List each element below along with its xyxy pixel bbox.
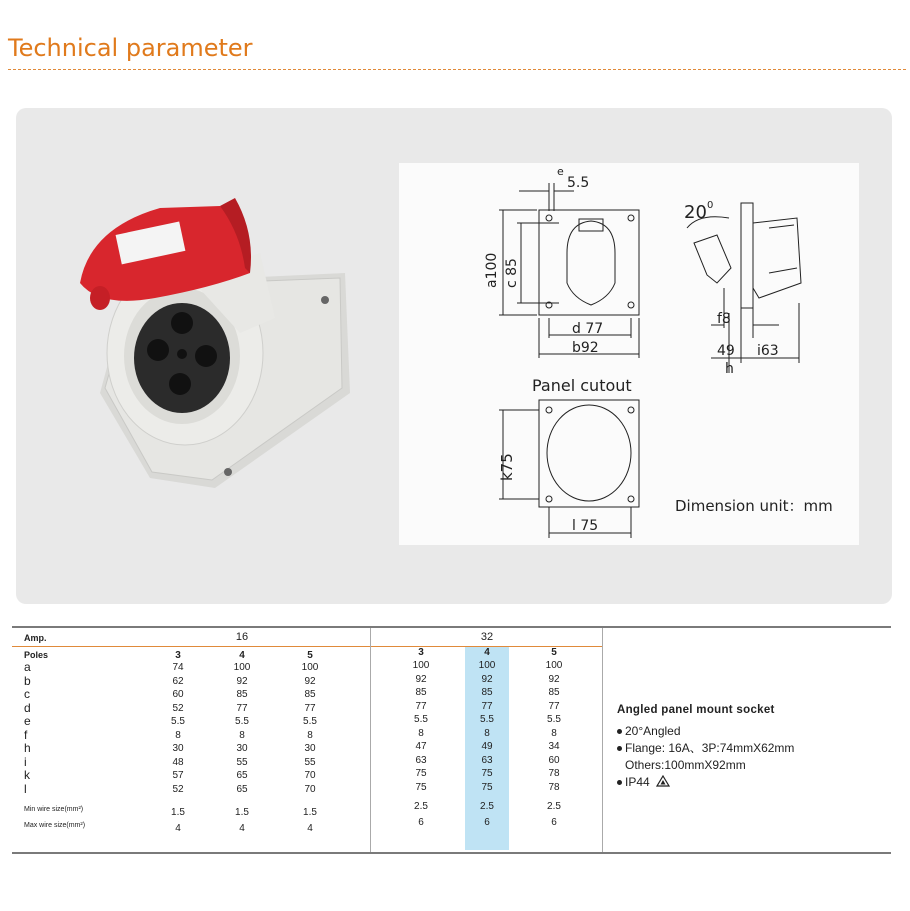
wire-row-label: Max wire size(mm²) bbox=[24, 822, 86, 829]
table-cell: 49 bbox=[481, 741, 493, 752]
table-cell: 5.5 bbox=[480, 714, 494, 725]
table-cell: 57 bbox=[172, 770, 184, 781]
table-cell: 6 bbox=[484, 817, 490, 828]
table-cell: 85 bbox=[236, 689, 248, 700]
feature-ip44: IP44 bbox=[625, 775, 650, 789]
table-cell: 100 bbox=[301, 662, 319, 673]
table-cell: 6 bbox=[551, 817, 557, 828]
pole-header: 5 bbox=[307, 650, 313, 661]
dim-a-label: a100 bbox=[484, 252, 500, 288]
dimension-unit-note: Dimension unit：mm bbox=[675, 497, 833, 515]
row-label: i bbox=[24, 754, 27, 769]
table-cell: 5.5 bbox=[547, 714, 561, 725]
table-cell: 62 bbox=[172, 675, 184, 687]
table-cell: 8 bbox=[175, 729, 181, 741]
table-cell: 2.5 bbox=[480, 801, 494, 812]
table-cell: 77 bbox=[236, 702, 248, 714]
table-cell: 92 bbox=[236, 675, 248, 687]
table-cell: 63 bbox=[415, 754, 427, 766]
table-cell: 1.5 bbox=[171, 807, 185, 818]
table-cell: 5.5 bbox=[414, 714, 428, 725]
dim-angle-label: 20 bbox=[684, 202, 707, 223]
table-cell: 8 bbox=[551, 727, 557, 739]
row-label: b bbox=[24, 673, 31, 688]
table-cell: 92 bbox=[304, 675, 316, 687]
wire-row-label: Min wire size(mm²) bbox=[24, 806, 84, 813]
table-cell: 92 bbox=[548, 673, 560, 685]
table-cell: 30 bbox=[304, 743, 316, 754]
table-cell: 74 bbox=[172, 662, 184, 673]
table-cell: 5.5 bbox=[303, 716, 317, 727]
pole-header: 4 bbox=[484, 647, 490, 658]
table-cell: 4 bbox=[239, 823, 245, 834]
amp-32: 32 bbox=[480, 631, 494, 643]
table-cell: 6 bbox=[418, 817, 424, 828]
table-cell: 100 bbox=[478, 660, 496, 671]
table-cell: 8 bbox=[484, 727, 490, 739]
table-cell: 55 bbox=[304, 756, 316, 768]
table-cell: 60 bbox=[172, 689, 184, 700]
table-cell: 4 bbox=[175, 823, 181, 834]
table-cell: 8 bbox=[307, 729, 313, 741]
table-cell: 5.5 bbox=[171, 716, 185, 727]
table-cell: 85 bbox=[481, 687, 493, 698]
feature-angle: 20°Angled bbox=[625, 724, 681, 738]
table-cell: 63 bbox=[481, 754, 493, 766]
table-cell: 2.5 bbox=[414, 801, 428, 812]
title-divider bbox=[8, 69, 906, 70]
table-cell: 85 bbox=[304, 689, 316, 700]
table-cell: 5.5 bbox=[235, 716, 249, 727]
table-cell: 77 bbox=[481, 700, 493, 712]
table-cell: 77 bbox=[415, 700, 427, 712]
dim-i-label: i63 bbox=[757, 343, 779, 359]
panel-cutout-label: Panel cutout bbox=[532, 376, 632, 395]
table-cell: 60 bbox=[548, 754, 560, 766]
table-cell: 65 bbox=[236, 770, 248, 781]
row-label: l bbox=[24, 781, 27, 796]
table-cell: 70 bbox=[304, 783, 316, 795]
table-cell: 52 bbox=[172, 783, 184, 795]
table-cell: 30 bbox=[172, 743, 184, 754]
amp-label: Amp. bbox=[24, 633, 47, 643]
table-cell: 100 bbox=[545, 660, 563, 671]
row-label: e bbox=[24, 714, 31, 728]
pole-header: 3 bbox=[175, 650, 181, 661]
table-cell: 52 bbox=[172, 702, 184, 714]
pole-header: 4 bbox=[239, 650, 245, 661]
table-cell: 75 bbox=[481, 768, 493, 779]
dim-h-label: h bbox=[725, 361, 734, 377]
page-title: Technical parameter bbox=[8, 34, 253, 62]
table-cell: 77 bbox=[548, 700, 560, 712]
dim-h-value: 49 bbox=[717, 343, 735, 359]
dim-e-value: 5.5 bbox=[567, 175, 590, 191]
pole-header: 5 bbox=[551, 647, 557, 658]
dim-l-label: l 75 bbox=[572, 518, 599, 534]
table-cell: 78 bbox=[548, 781, 560, 793]
table-cell: 65 bbox=[236, 783, 248, 795]
table-cell: 85 bbox=[548, 687, 560, 698]
table-cell: 100 bbox=[412, 660, 430, 671]
poles-label: Poles bbox=[24, 650, 49, 660]
row-label: a bbox=[24, 660, 31, 674]
warning-icon bbox=[656, 775, 670, 787]
row-label: h bbox=[24, 741, 31, 755]
feature-others: Others:100mmX92mm bbox=[625, 758, 746, 772]
table-cell: 75 bbox=[415, 768, 427, 779]
table-cell: 92 bbox=[415, 673, 427, 685]
table-cell: 1.5 bbox=[303, 807, 317, 818]
dim-c-label: c 85 bbox=[504, 258, 520, 288]
row-label: c bbox=[24, 687, 30, 701]
dim-e-label: e bbox=[557, 165, 564, 178]
table-cell: 4 bbox=[307, 823, 313, 834]
amp-16: 16 bbox=[235, 631, 249, 643]
spec-table bbox=[12, 626, 891, 854]
table-cell: 77 bbox=[304, 702, 316, 714]
row-label: k bbox=[24, 768, 30, 782]
table-cell: 30 bbox=[236, 743, 248, 754]
table-cell: 75 bbox=[481, 781, 493, 793]
table-cell: 100 bbox=[233, 662, 251, 673]
table-cell: 48 bbox=[172, 756, 184, 768]
row-label: d bbox=[24, 700, 31, 715]
table-cell: 2.5 bbox=[547, 801, 561, 812]
table-cell: 85 bbox=[415, 687, 427, 698]
product-description bbox=[617, 704, 887, 791]
table-cell: 1.5 bbox=[235, 807, 249, 818]
dim-f-label: f8 bbox=[717, 311, 731, 327]
table-cell: 34 bbox=[548, 741, 560, 752]
dim-angle-sup: 0 bbox=[707, 200, 714, 211]
dim-d-label: d 77 bbox=[572, 321, 604, 337]
table-cell: 8 bbox=[418, 727, 424, 739]
table-cell: 47 bbox=[415, 741, 427, 752]
table-cell: 92 bbox=[481, 673, 493, 685]
table-cell: 70 bbox=[304, 770, 316, 781]
table-cell: 75 bbox=[415, 781, 427, 793]
pole-header: 3 bbox=[418, 647, 424, 658]
dim-b-label: b92 bbox=[572, 340, 599, 356]
socket-product-image bbox=[70, 188, 370, 488]
table-cell: 78 bbox=[548, 768, 560, 779]
feature-flange: Flange: 16A、3P:74mmX62mm bbox=[625, 741, 795, 755]
row-label: f bbox=[24, 727, 28, 742]
description-heading: Angled panel mount socket bbox=[617, 704, 775, 716]
table-cell: 55 bbox=[236, 756, 248, 768]
dimension-drawing bbox=[399, 163, 859, 545]
table-cell: 8 bbox=[239, 729, 245, 741]
dim-k-label: k75 bbox=[498, 453, 516, 481]
